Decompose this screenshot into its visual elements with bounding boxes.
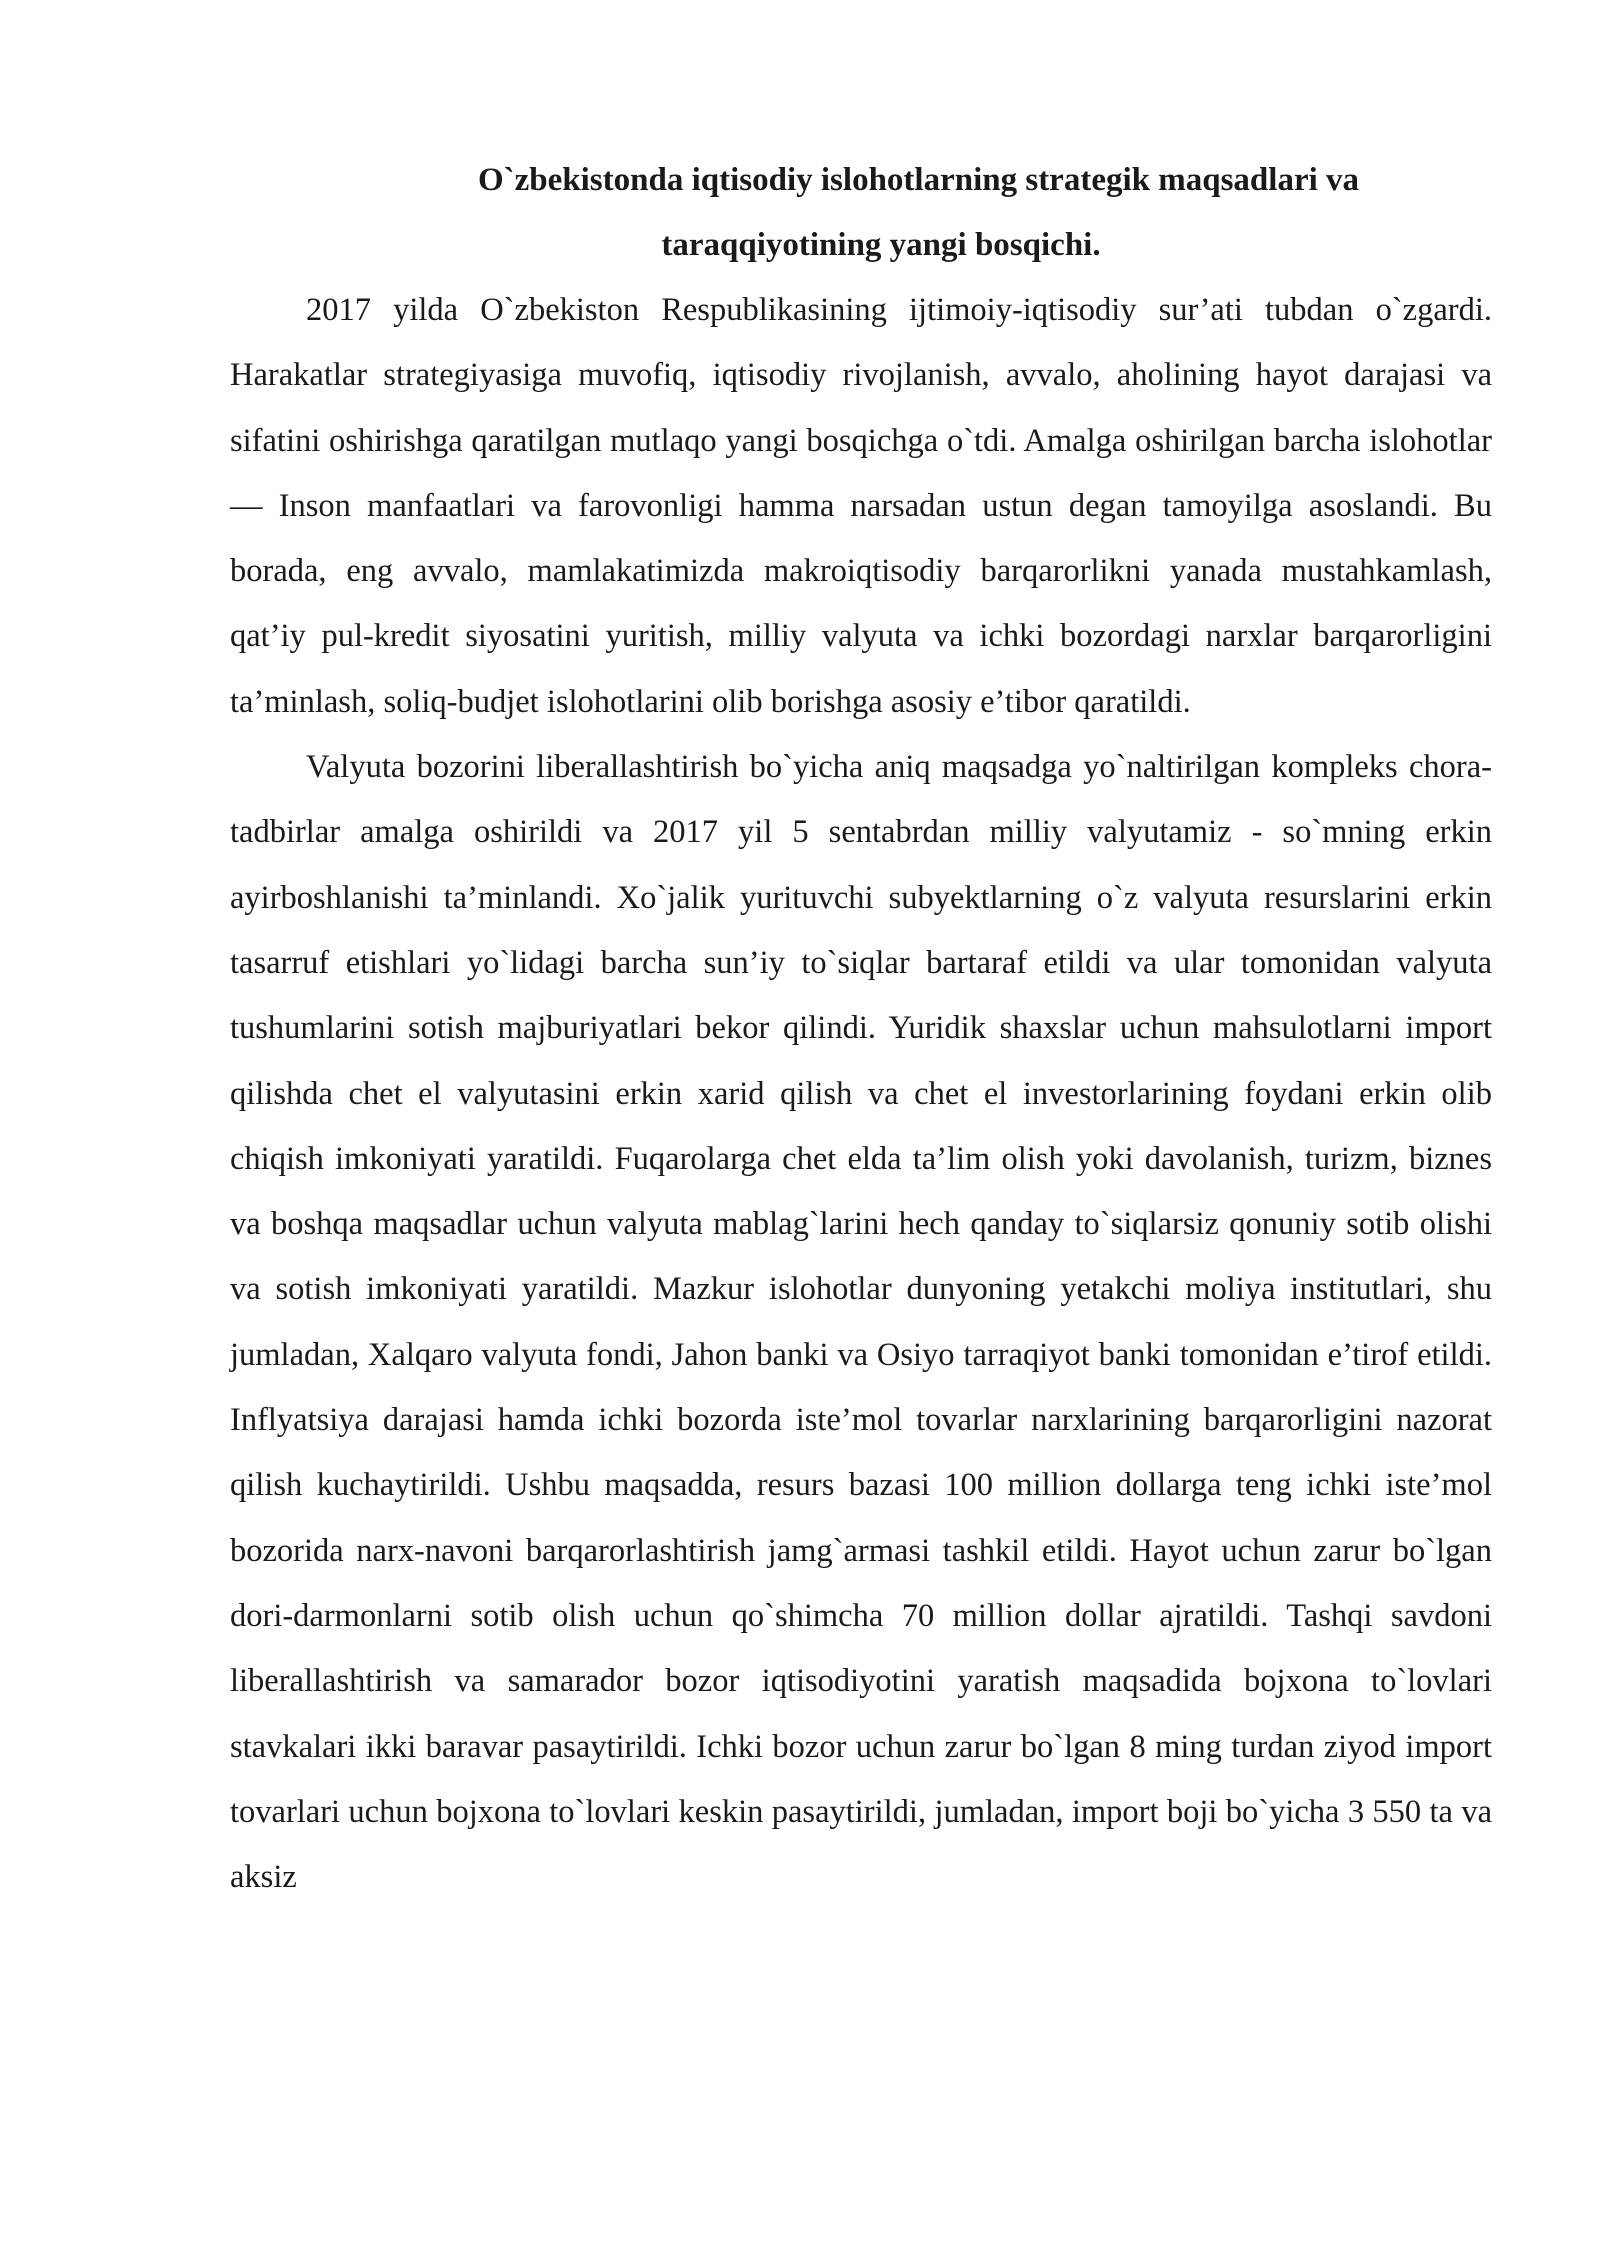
document-title-line-1: O`zbekistonda iqtisodiy islohotlarning strategik maqsadlari va bbox=[477, 162, 1360, 198]
paragraph-2: Valyuta bozorini liberallashtirish bo`yicha aniq maqsadga yo`naltirilgan kompleks chora-tadbirlar amalga oshirildi va 2017 yil 5 sentabrdan milliy valyutamiz - so`mning erkin ayirboshlanishi ta’minlandi. Xo`jalik yurituvchi subyektlarning o`z valyuta resurslarini erkin tasarruf etishlari yo`lidagi barcha sun’iy to`siqlar bartaraf etildi va ular tomonidan valyuta tushumlarini sotish majburiyatlari bekor qilindi. Yuridik shaxslar uchun mahsulotlarni import qilishda chet el valyutasini erkin xarid qilish va chet el investorlarining foydani erkin olib chiqish imkoniyati yaratildi. Fuqarolarga chet elda ta’lim olish yoki davolanish, turizm, biznes va boshqa maqsadlar uchun valyuta mablag`larini hech qanday to`siqlarsiz qonuniy sotib olishi va sotish imkoniyati yaratildi. Mazkur islohotlar dunyoning yetakchi moliya institutlari, shu jumladan, Xalqaro valyuta fondi, Jahon banki va Osiyo tarraqiyot banki tomonidan e’tirof etildi. Inflyatsiya darajasi hamda ichki bozorda iste’mol tovarlar narxlarining barqarorligini nazorat qilish kuchaytirildi. Ushbu maqsadda, resurs bazasi 100 million dollarga teng ichki iste’mol bozorida narx-navoni barqarorlashtirish jamg`armasi tashkil etildi. Hayot uchun zarur bo`lgan dori-darmonlarni sotib olish uchun qo`shimcha 70 million dollar ajratildi. Tashqi savdoni liberallashtirish va samarador bozor iqtisodiyotini yaratish maqsadida bojxona to`lovlari stavkalari ikki baravar pasaytirildi. Ichki bozor uchun zarur bo`lgan 8 ming turdan ziyod import tovarlari uchun bojxona to`lovlari keskin pasaytirildi, jumladan, import boji bo`yicha 3 550 ta va aksiz bbox=[230, 749, 1492, 1896]
document-title-line-2: taraqqiyotining yangi bosqichi. bbox=[661, 227, 1101, 263]
document-body bbox=[230, 148, 1492, 1910]
paragraph-1: 2017 yilda O`zbekiston Respublikasining ijtimoiy-iqtisodiy sur’ati tubdan o`zgardi. Harakatlar strategiyasiga muvofiq, iqtisodiy rivojlanish, avvalo, aholining hayot darajasi va sifatini oshirishga qaratilgan mutlaqo yangi bosqichga o`tdi. Amalga oshirilgan barcha islohotlar — Inson manfaatlari va farovonligi hamma narsadan ustun degan tamoyilga asoslandi. Bu borada, eng avvalo, mamlakatimizda makroiqtisodiy barqarorlikni yanada mustahkamlash, qat’iy pul-kredit siyosatini yuritish, milliy valyuta va ichki bozordagi narxlar barqarorligini ta’minlash, soliq-budjet islohotlarini olib borishga asosiy e’tibor qaratildi. bbox=[230, 292, 1492, 720]
